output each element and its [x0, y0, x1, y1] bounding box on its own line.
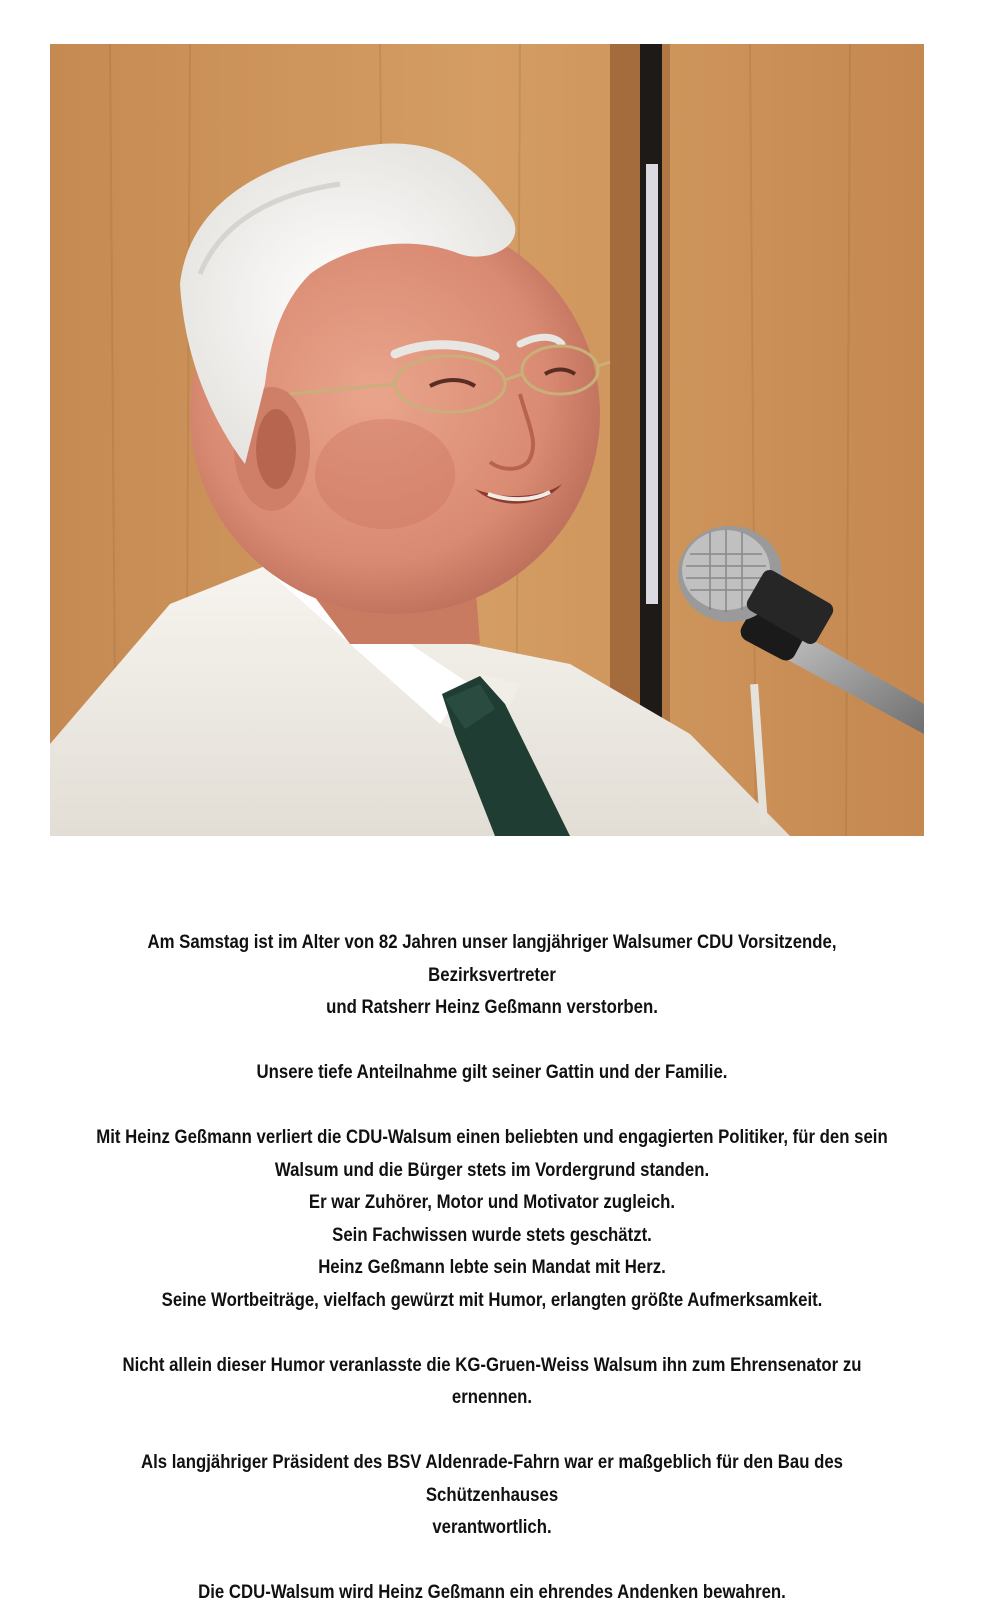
text-line: Die CDU-Walsum wird Heinz Geßmann ein ehrendes Andenken bewahren.: [198, 1581, 786, 1603]
text-line: Sein Fachwissen wurde stets geschätzt.: [332, 1223, 652, 1246]
spacer: [86, 1089, 898, 1122]
spacer: [86, 1024, 898, 1057]
paragraph-condolence: [86, 1056, 898, 1089]
text-line: Unsere tiefe Anteilnahme gilt seiner Gattin und der Familie.: [256, 1061, 728, 1083]
portrait-illustration: [50, 44, 924, 836]
portrait-photo: [50, 44, 924, 836]
spacer: [86, 1544, 898, 1577]
text-line: Am Samstag ist im Alter von 82 Jahren unser langjähriger Walsumer CDU Vorsitzende, Bezirksvertreter: [147, 931, 837, 986]
spacer: [86, 1414, 898, 1447]
obituary-text: [86, 926, 898, 1609]
text-line: Mit Heinz Geßmann verliert die CDU-Walsum einen beliebten und engagierten Politiker, für den sein: [96, 1126, 888, 1148]
paragraph-honorary-senator: [86, 1349, 898, 1414]
paragraph-tribute: [86, 1121, 898, 1316]
text-line: Nicht allein dieser Humor veranlasste die KG-Gruen-Weiss Walsum ihn zum Ehrensenator zu ernennen.: [122, 1353, 862, 1408]
text-line: Er war Zuhörer, Motor und Motivator zugleich.: [308, 1191, 676, 1213]
text-line: Seine Wortbeiträge, vielfach gewürzt mit Humor, erlangten größte Aufmerksamkeit.: [161, 1288, 823, 1311]
paragraph-bsv-president: [86, 1446, 898, 1544]
paragraph-closing: [86, 1576, 898, 1609]
text-line: verantwortlich.: [432, 1516, 552, 1538]
paragraph-announcement: [86, 926, 898, 1024]
text-line: und Ratsherr Heinz Geßmann verstorben.: [326, 996, 658, 1018]
spacer: [86, 1316, 898, 1349]
text-line: Heinz Geßmann lebte sein Mandat mit Herz.: [318, 1256, 666, 1278]
text-line: Walsum und die Bürger stets im Vordergrund standen.: [274, 1158, 710, 1181]
text-line: Als langjähriger Präsident des BSV Aldenrade-Fahrn war er maßgeblich für den Bau des Schützenhauses: [140, 1451, 844, 1506]
